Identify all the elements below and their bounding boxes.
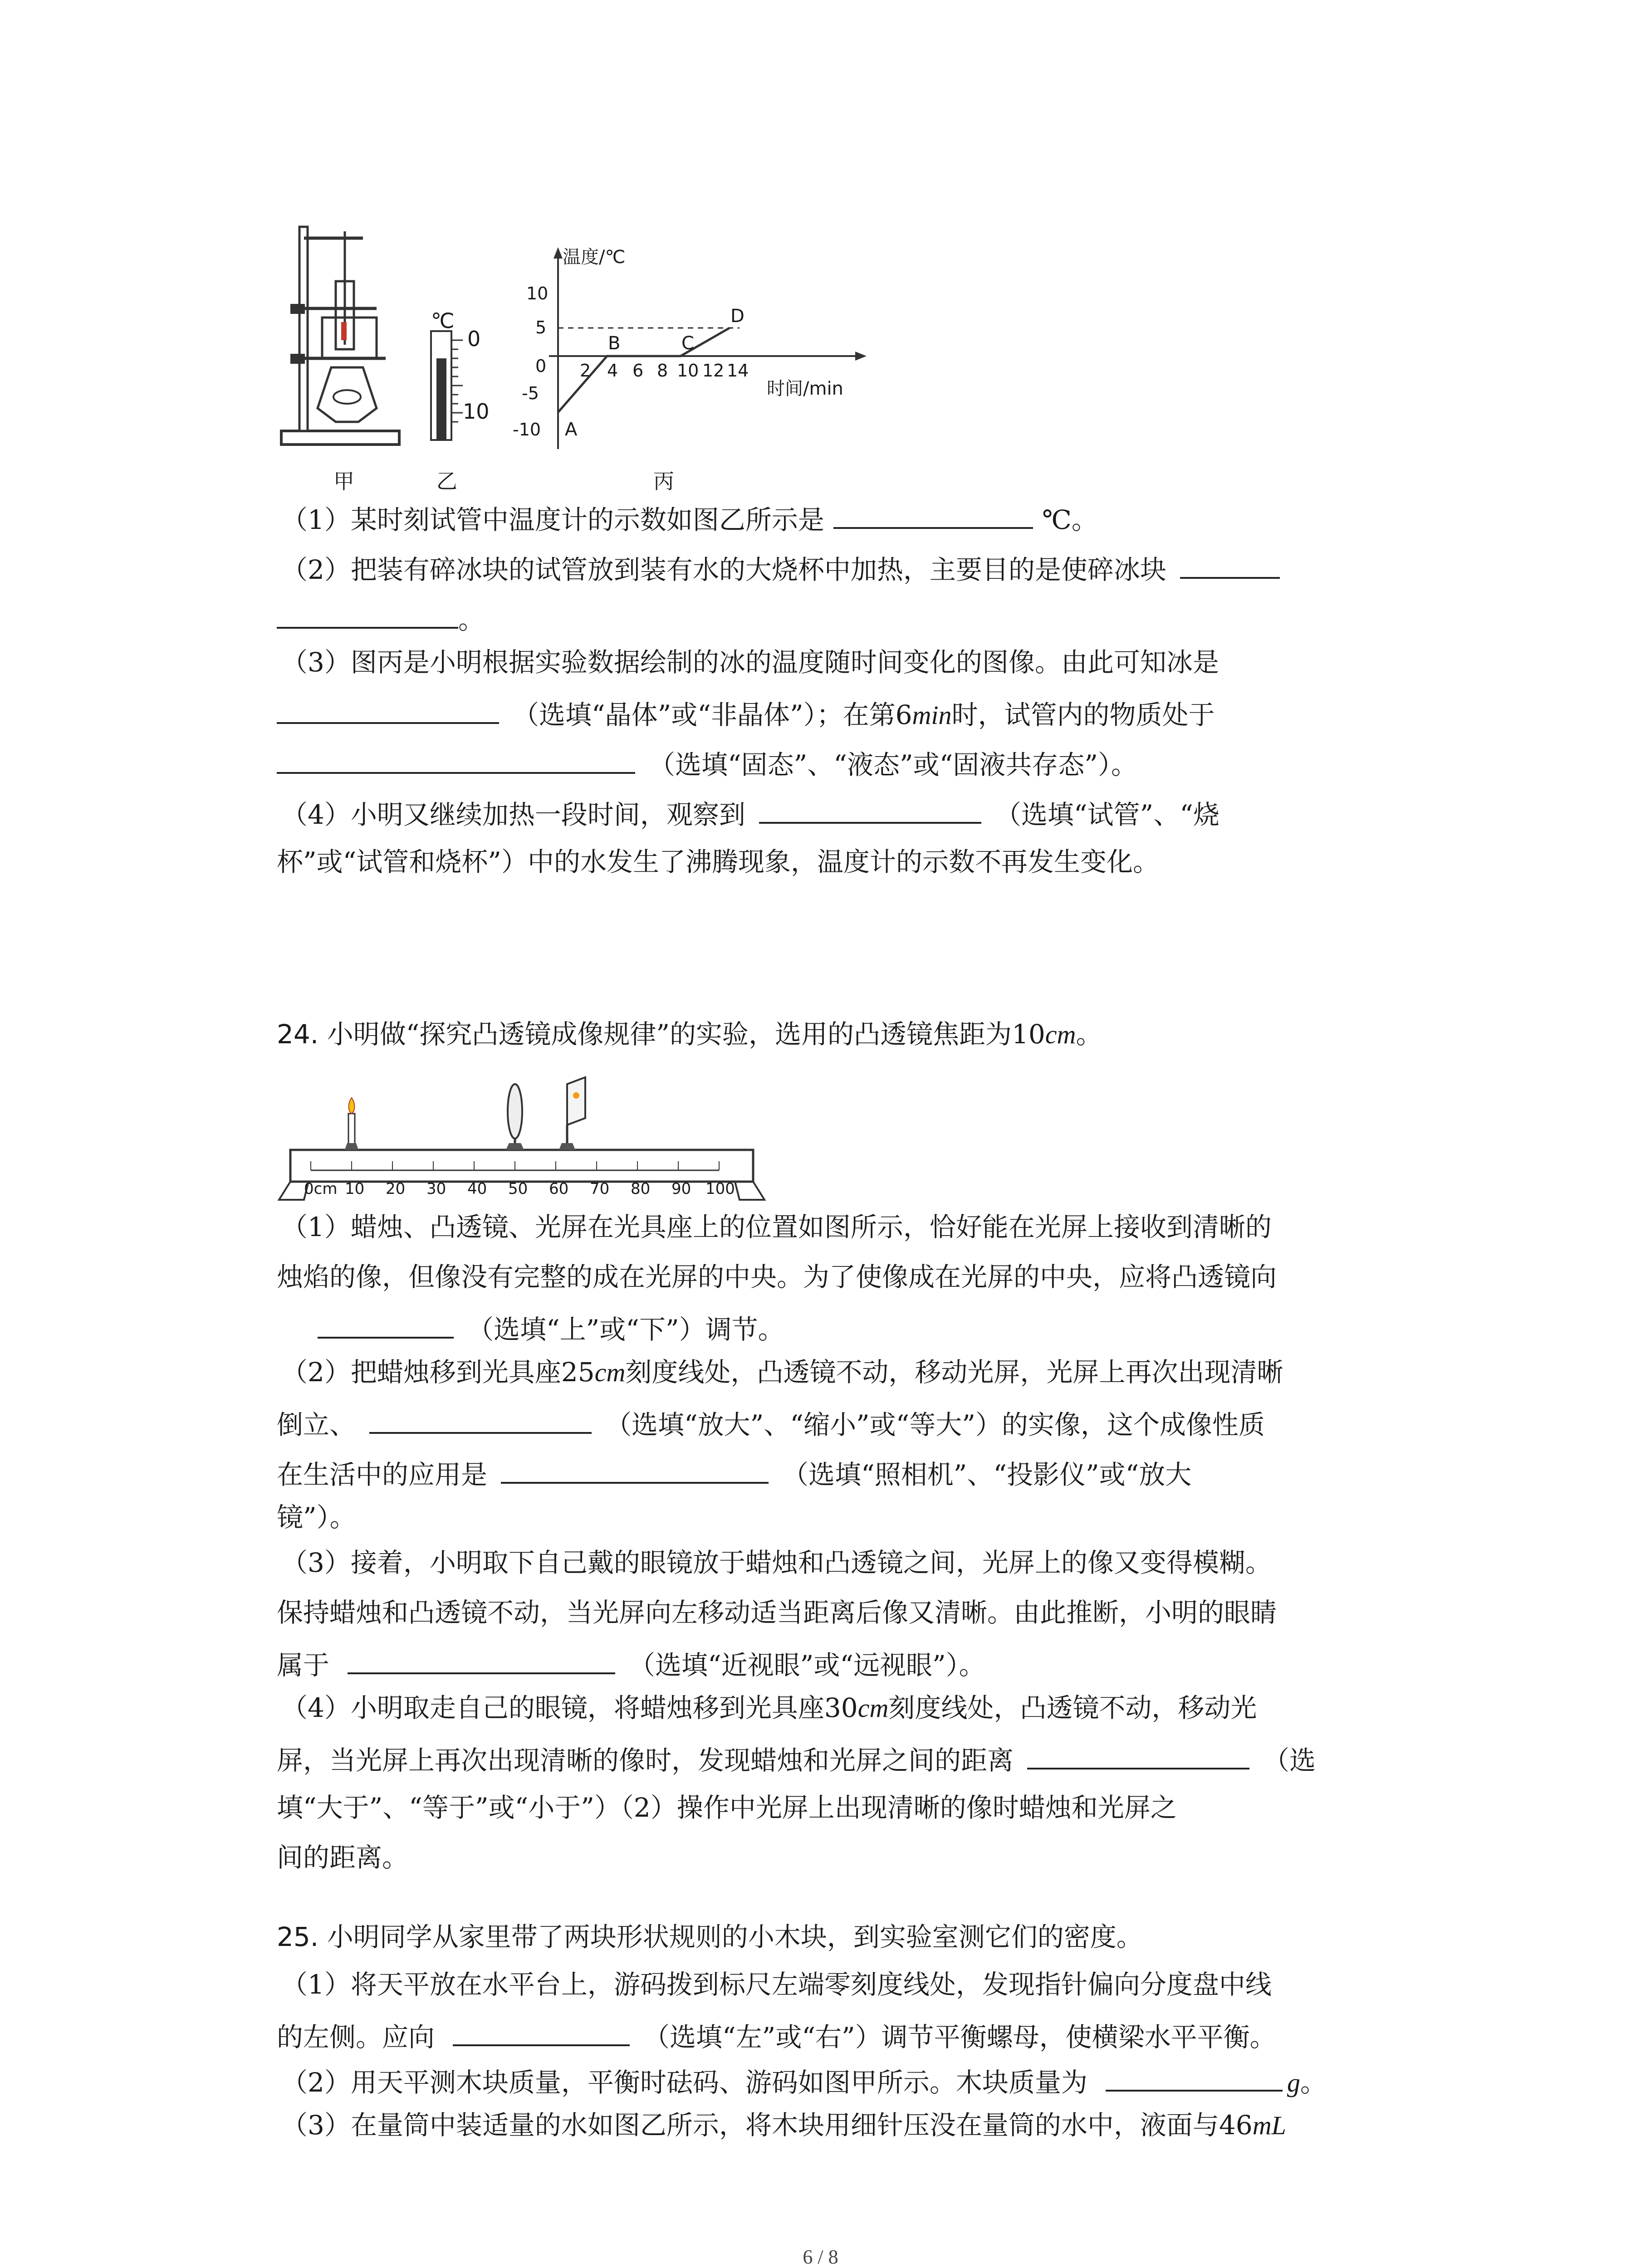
bench-label-10: 10 — [345, 1180, 365, 1198]
graph-ytick-10: 10 — [526, 284, 549, 303]
bench-label-90: 90 — [671, 1180, 691, 1198]
graph-ytick-5: 5 — [535, 318, 547, 337]
graph-xtick-6: 6 — [632, 361, 644, 381]
q24-part4-cont2: 填“大于”、“等于”或“小于”）（2）操作中光屏上出现清晰的像时蜡烛和光屏之 — [277, 1792, 1177, 1823]
q24-part4-cont: 屏，当光屏上再次出现清晰的像时，发现蜡烛和光屏之间的距离 （选 — [277, 1740, 1316, 1779]
bench-label-40: 40 — [467, 1180, 487, 1198]
graph-xtick-2: 2 — [580, 361, 591, 381]
figure-label-bing: 丙 — [653, 469, 674, 494]
bench-label-20: 20 — [386, 1180, 406, 1198]
q24-part3-cont: 保持蜡烛和凸透镜不动，当光屏向左移动适当距离后像又清晰。由此推断，小明的眼睛 — [277, 1597, 1277, 1628]
page-footer: 6 / 8 — [803, 2246, 838, 2268]
light-screen-icon — [559, 1077, 585, 1150]
graph-point-d: D — [730, 306, 745, 327]
q25-part1-cont: 的左侧。应向 （选填“左”或“右”）调节平衡螺母，使横梁水平平衡。 — [277, 2016, 1276, 2055]
q24-part1: （1）蜡烛、凸透镜、光屏在光具座上的位置如图所示，恰好能在光屏上接收到清晰的 — [281, 1212, 1272, 1242]
q24-part1-cont: 烛焰的像，但像没有完整的成在光屏的中央。为了使像成在光屏的中央，应将凸透镜向 — [277, 1261, 1277, 1292]
q25-stem: 25. 小明同学从家里带了两块形状规则的小木块，到实验室测它们的密度。 — [277, 1921, 1143, 1952]
candle-icon — [345, 1098, 358, 1150]
q23-part3-cont2: （选填“固态”、“液态”或“固液共存态”）。 — [277, 744, 1137, 783]
q24-part4: （4）小明取走自己的眼镜，将蜡烛移到光具座30cm刻度线处，凸透镜不动，移动光 — [281, 1692, 1257, 1723]
graph-ytick-0: 0 — [535, 356, 547, 376]
optical-bench-figure — [277, 1075, 767, 1202]
graph-ytick-minus10: -10 — [513, 420, 541, 440]
graph-point-c: C — [681, 333, 694, 354]
q23-blank-3b[interactable] — [277, 744, 635, 774]
q23-part2: （2）把装有碎冰块的试管放到装有水的大烧杯中加热，主要目的是使碎冰块 — [281, 549, 1280, 588]
q23-part2-cont: 。 — [277, 599, 485, 638]
q23-part3-cont: （选填“晶体”或“非晶体”）；在第6min时，试管内的物质处于 — [277, 694, 1215, 733]
q25-part2: （2）用天平测木块质量，平衡时砝码、游码如图甲所示。木块质量为 g。 — [281, 2062, 1327, 2101]
q23-part3: （3）图丙是小明根据实验数据绘制的冰的温度随时间变化的图像。由此可知冰是 — [281, 647, 1219, 678]
q25-blank-1[interactable] — [453, 2016, 630, 2046]
bench-label-80: 80 — [631, 1180, 651, 1198]
q23-part4: （4）小明又继续加热一段时间，观察到 （选填“试管”、“烧 — [281, 794, 1220, 833]
q23-part1: （1）某时刻试管中温度计的示数如图乙所示是 ℃。 — [281, 499, 1098, 538]
graph-xtick-12: 12 — [702, 361, 725, 381]
bench-label-30: 30 — [426, 1180, 446, 1198]
figure-label-yi: 乙 — [436, 469, 457, 494]
bench-label-100: 100 — [705, 1180, 735, 1198]
graph-ytick-minus5: -5 — [522, 383, 539, 403]
graph-xtick-10: 10 — [677, 361, 699, 381]
q24-blank-4[interactable] — [1027, 1740, 1249, 1769]
q23-part4-cont: 杯”或“试管和烧杯”）中的水发生了沸腾现象，温度计的示数不再发生变化。 — [277, 846, 1159, 877]
q23-blank-2b[interactable] — [277, 599, 458, 629]
q23-blank-1[interactable] — [833, 499, 1033, 529]
graph-xtick-4: 4 — [607, 361, 618, 381]
stand-apparatus-figure — [272, 218, 408, 454]
q24-blank-2a[interactable] — [369, 1404, 592, 1434]
bench-label-50: 50 — [508, 1180, 528, 1198]
q25-part1: （1）将天平放在水平台上，游码拨到标尺左端零刻度线处，发现指针偏向分度盘中线 — [281, 1969, 1272, 2000]
convex-lens-icon — [506, 1084, 524, 1150]
q24-part3: （3）接着，小明取下自己戴的眼镜放于蜡烛和凸透镜之间，光屏上的像又变得模糊。 — [281, 1547, 1272, 1578]
graph-xtick-8: 8 — [657, 361, 668, 381]
q24-part2-cont2: 在生活中的应用是 （选填“照相机”、“投影仪”或“放大 — [277, 1454, 1191, 1493]
q24-part1-cont2: （选填“上”或“下”）调节。 — [277, 1309, 784, 1348]
bench-label-0cm: 0cm — [304, 1180, 338, 1198]
graph-point-b: B — [608, 333, 621, 354]
graph-point-a: A — [565, 419, 578, 440]
q23-blank-4[interactable] — [759, 794, 981, 824]
q24-part2-cont3: 镜”）。 — [277, 1502, 356, 1533]
figure-label-jia: 甲 — [333, 469, 354, 494]
q24-blank-2b[interactable] — [501, 1454, 769, 1484]
bench-label-70: 70 — [590, 1180, 610, 1198]
q23-blank-3a[interactable] — [277, 694, 499, 724]
graph-xtick-14: 14 — [727, 361, 749, 381]
q24-blank-3[interactable] — [348, 1644, 615, 1674]
q23-blank-2a[interactable] — [1180, 549, 1280, 579]
q24-stem: 24. 小明做“探究凸透镜成像规律”的实验，选用的凸透镜焦距为10cm。 — [277, 1019, 1102, 1050]
thermometer-tick-0: 0 — [467, 327, 481, 351]
q24-blank-1[interactable] — [318, 1309, 454, 1339]
q25-blank-2[interactable] — [1106, 2062, 1283, 2092]
temperature-time-graph — [513, 240, 876, 454]
thermometer-unit: ℃ — [431, 308, 455, 333]
q25-part3: （3）在量筒中装适量的水如图乙所示，将木块用细针压没在量筒的水中，液面与46mL — [281, 2110, 1286, 2141]
q24-part2-cont: 倒立、 （选填“放大”、“缩小”或“等大”）的实像，这个成像性质 — [277, 1404, 1265, 1443]
graph-ylabel: 温度/℃ — [563, 247, 626, 268]
thermometer-tick-10: 10 — [463, 399, 490, 424]
q24-part4-cont3: 间的距离。 — [277, 1842, 409, 1873]
q24-part3-cont2: 属于 （选填“近视眼”或“远视眼”）。 — [277, 1644, 985, 1683]
graph-xlabel: 时间/min — [767, 378, 843, 399]
bench-label-60: 60 — [549, 1180, 569, 1198]
q24-part2: （2）把蜡烛移到光具座25cm刻度线处，凸透镜不动，移动光屏，光屏上再次出现清晰 — [281, 1357, 1283, 1388]
